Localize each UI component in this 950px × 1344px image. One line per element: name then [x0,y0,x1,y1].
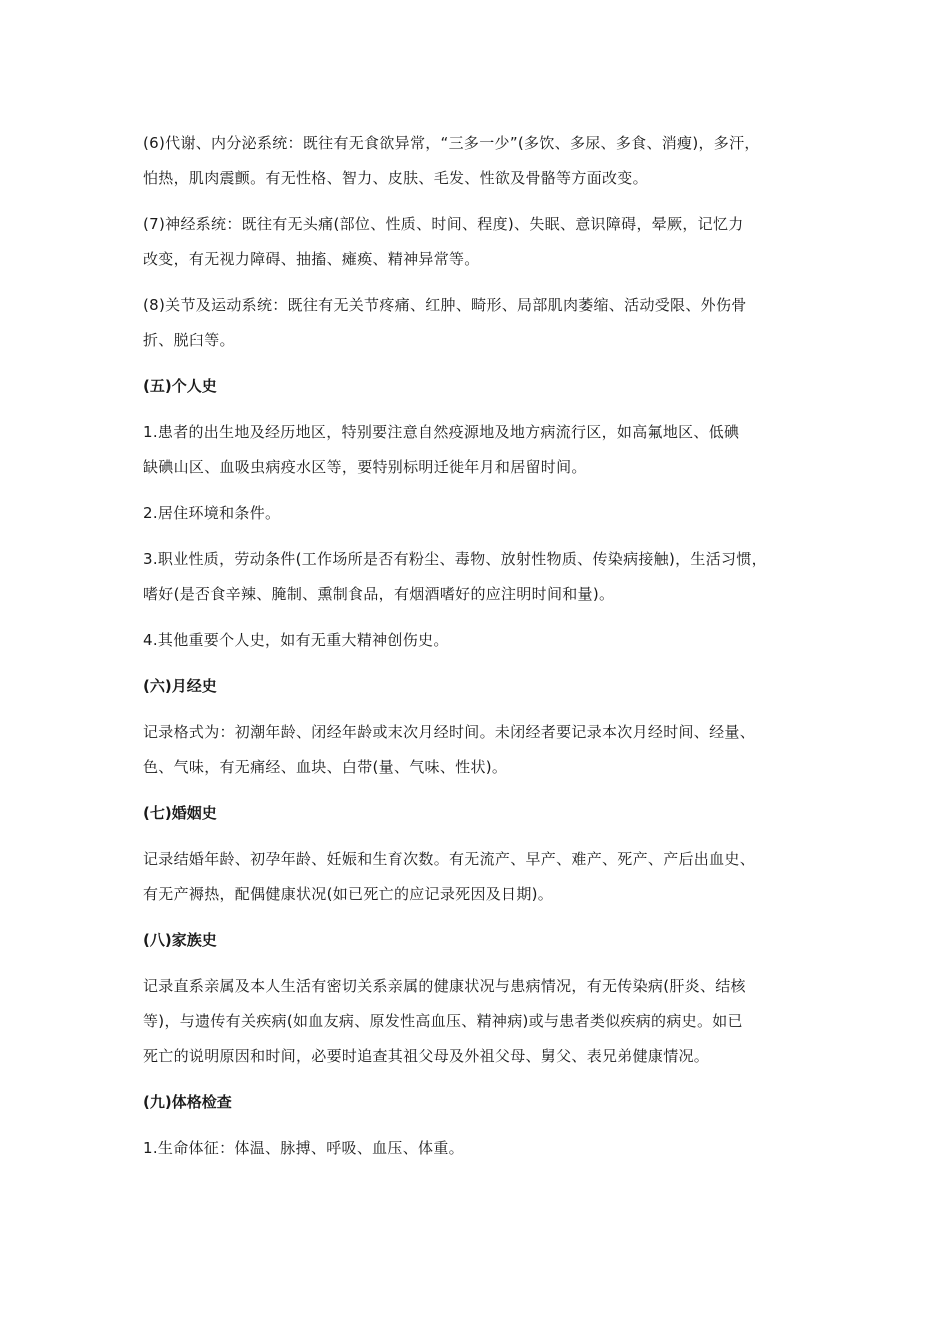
section-heading-personal-history: (五)个人史 [143,377,217,395]
text-line: 改变，有无视力障碍、抽搐、瘫痪、精神异常等。 [143,250,480,268]
document-page [143,126,823,1177]
text-line: 1.生命体征：体温、脉搏、呼吸、血压、体重。 [143,1139,464,1157]
text-line: 2.居住环境和条件。 [143,504,281,522]
paragraph-personal-item-3 [143,542,823,612]
text-line: 1.患者的出生地及经历地区，特别要注意自然疫源地及地方病流行区，如高氟地区、低碘 [143,423,740,441]
section-heading-menstrual-history: (六)月经史 [143,677,217,695]
text-line: 怕热，肌肉震颤。有无性格、智力、皮肤、毛发、性欲及骨骼等方面改变。 [143,169,648,187]
text-line: 记录直系亲属及本人生活有密切关系亲属的健康状况与患病情况，有无传染病(肝炎、结核 [143,977,746,995]
text-line: 色、气味，有无痛经、血块、白带(量、气味、性状)。 [143,758,508,776]
text-line: 3.职业性质，劳动条件(工作场所是否有粉尘、毒物、放射性物质、传染病接触)，生活习惯， [143,550,767,568]
section-heading-marital-history: (七)婚姻史 [143,804,217,822]
paragraph-personal-item-2 [143,496,823,531]
paragraph-nervous-system [143,207,823,277]
paragraph-marital-history [143,842,823,912]
paragraph-personal-item-4 [143,623,823,658]
text-line: 4.其他重要个人史，如有无重大精神创伤史。 [143,631,449,649]
paragraph-family-history [143,969,823,1074]
text-line: 折、脱臼等。 [143,331,235,349]
paragraph-metabolic-endocrine [143,126,823,196]
text-line: (7)神经系统：既往有无头痛(部位、性质、时间、程度)、失眠、意识障碍，晕厥，记忆力 [143,215,744,233]
paragraph-menstrual-history [143,715,823,785]
text-line: 有无产褥热，配偶健康状况(如已死亡的应记录死因及日期)。 [143,885,554,903]
text-line: 等)，与遗传有关疾病(如血友病、原发性高血压、精神病)或与患者类似疾病的病史。如已 [143,1012,743,1030]
text-line: (6)代谢、内分泌系统：既往有无食欲异常，“三多一少”(多饮、多尿、多食、消瘦)，多汗， [143,134,760,152]
section-heading-family-history: (八)家族史 [143,931,217,949]
text-line: 死亡的说明原因和时间，必要时追查其祖父母及外祖父母、舅父、表兄弟健康情况。 [143,1047,710,1065]
paragraph-personal-item-1 [143,415,823,485]
paragraph-joint-motor-system [143,288,823,358]
section-heading-physical-exam: (九)体格检查 [143,1093,232,1111]
text-line: 记录结婚年龄、初孕年龄、妊娠和生育次数。有无流产、早产、难产、死产、产后出血史、 [143,850,756,868]
text-line: (8)关节及运动系统：既往有无关节疼痛、红肿、畸形、局部肌肉萎缩、活动受限、外伤骨 [143,296,747,314]
text-line: 嗜好(是否食辛辣、腌制、熏制食品，有烟酒嗜好的应注明时间和量)。 [143,585,615,603]
text-line: 缺碘山区、血吸虫病疫水区等，要特别标明迁徙年月和居留时间。 [143,458,587,476]
paragraph-vital-signs [143,1131,823,1166]
text-line: 记录格式为：初潮年龄、闭经年龄或末次月经时间。未闭经者要记录本次月经时间、经量、 [143,723,756,741]
